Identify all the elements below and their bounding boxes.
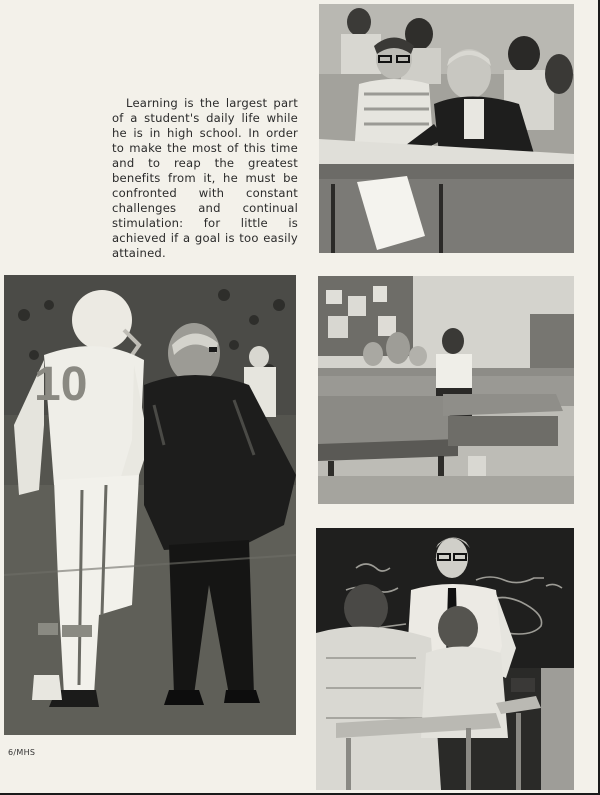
page-folio: 6/MHS xyxy=(8,748,36,757)
photo-art-room xyxy=(318,276,574,504)
photo-classroom-desk xyxy=(319,4,574,253)
intro-text: Learning is the largest part of a student's daily life while he is in high school. In order to make the most of this time and to reap the greatest benefits from it, he must be confronted with constant challenges and continual stimulation: for little is achieved if a goal is too easily attained. xyxy=(112,96,298,260)
intro-paragraph xyxy=(112,96,298,261)
photo-football xyxy=(4,275,296,735)
jersey-number: 10 xyxy=(34,358,88,411)
photo-chalkboard-lecture xyxy=(316,528,574,790)
